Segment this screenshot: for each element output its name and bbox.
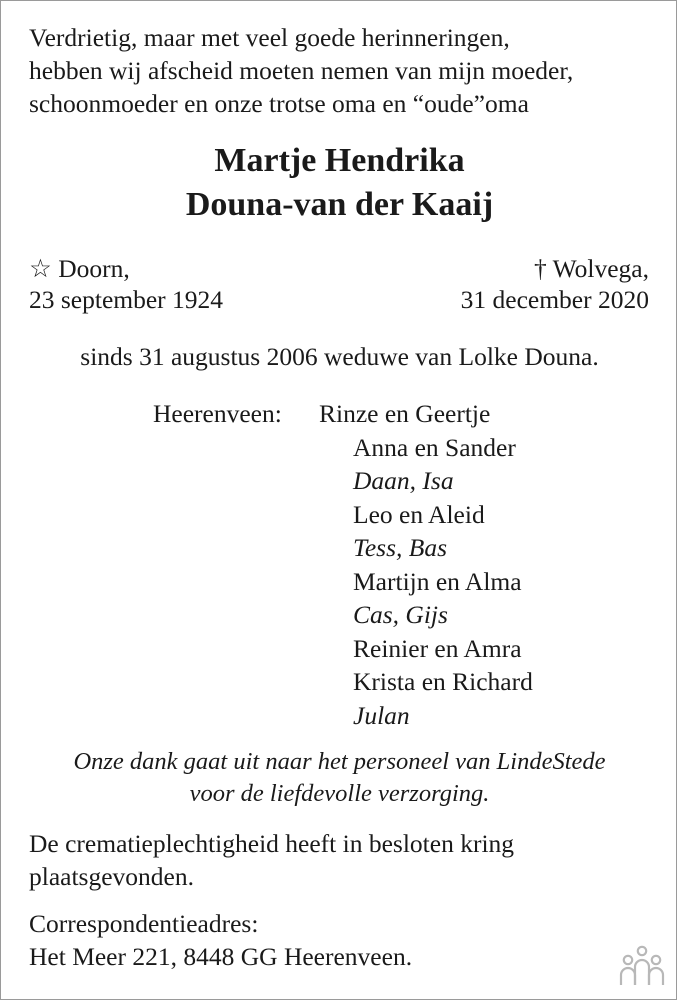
family-member: Martijn en Alma <box>353 566 522 596</box>
thanks-line: Onze dank gaat uit naar het personeel van LindeStede <box>73 748 606 775</box>
family-place: Heerenveen: <box>153 399 282 428</box>
cremation-line: plaatsgevonden. <box>29 862 194 891</box>
cremation-line: De crematieplechtigheid heeft in besloten kring <box>29 829 515 858</box>
family-grandchildren: Daan, Isa <box>353 466 454 495</box>
family-grandchildren: Tess, Bas <box>353 533 448 562</box>
family-grandchildren: Cas, Gijs <box>353 600 448 629</box>
death-info <box>461 253 649 315</box>
birth-date: 23 september 1924 <box>29 285 224 314</box>
address-value: Het Meer 221, 8448 GG Heerenveen. <box>29 942 413 971</box>
family-member: Anna en Sander <box>353 432 516 462</box>
cremation-text <box>29 827 649 893</box>
thanks-line: voor de liefdevolle verzorging. <box>189 780 490 807</box>
opening-line: hebben wij afscheid moeten nemen van mijn moeder, <box>29 56 574 85</box>
family-member: Reinier en Amra <box>353 633 522 663</box>
opening-line: Verdrietig, maar met veel goede herinneringen, <box>29 23 510 52</box>
family-grandchildren: Julan <box>353 700 410 730</box>
family-head: Rinze en Geertje <box>319 399 491 428</box>
correspondence-address <box>29 907 589 973</box>
birth-place: ☆ Doorn, <box>29 254 130 283</box>
family-member: Leo en Aleid <box>353 499 485 529</box>
widow-line: sinds 31 augustus 2006 weduwe van Lolke Douna. <box>80 342 599 371</box>
death-place: † Wolvega, <box>533 254 649 283</box>
family-list <box>353 431 533 733</box>
deceased-name-first: Martje Hendrika <box>214 142 465 179</box>
opening-line: schoonmoeder en onze trotse oma en “oude”oma <box>29 89 529 118</box>
address-label: Correspondentieadres: <box>29 909 259 938</box>
death-date: 31 december 2020 <box>460 285 649 314</box>
deceased-name-last: Douna-van der Kaaij <box>185 186 494 223</box>
people-group-icon <box>618 945 666 987</box>
opening-text <box>29 21 669 120</box>
family-member: Krista en Richard <box>353 667 533 696</box>
birth-info <box>29 253 223 315</box>
thanks-text <box>1 746 677 810</box>
